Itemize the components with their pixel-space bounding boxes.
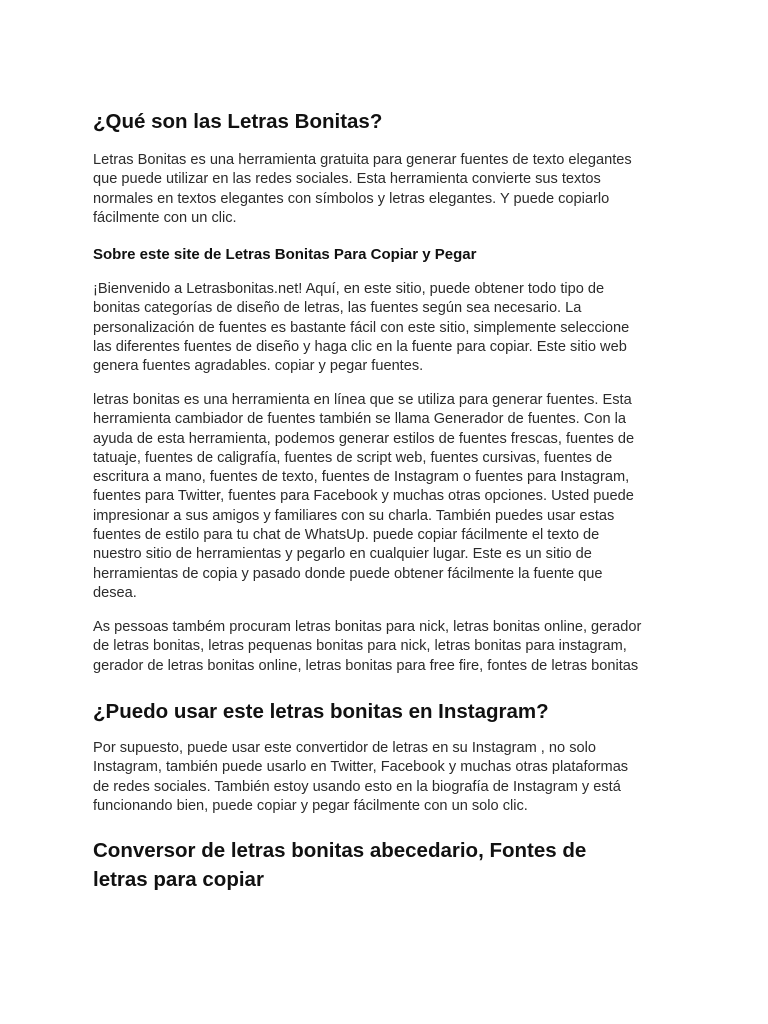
paragraph-related-searches [93,618,683,676]
paragraph-line: las diferentes fuentes de diseño y haga clic en la fuente para copiar. Este sitio web [93,338,627,355]
paragraph-line: herramientas de copia y pasado donde puede obtener fácilmente la fuente que [93,565,603,582]
paragraph-line: ayuda de esta herramienta, podemos generar estilos de fuentes frescas, fuentes de [93,430,635,447]
paragraph-line: de redes sociales. También estoy usando esto en la biografía de Instagram y está [93,778,621,795]
heading-use-on-instagram: ¿Puedo usar este letras bonitas en Instagram? [93,700,549,723]
paragraph-line: escritura a mano, fuentes de texto, fuentes de Instagram o fuentes para Instagram, [93,469,630,486]
paragraph-tool-description [93,391,683,603]
paragraph-line: Letras Bonitas es una herramienta gratuita para generar fuentes de texto elegantes [93,152,632,168]
heading-what-are-letras-bonitas: ¿Qué son las Letras Bonitas? [93,110,383,133]
paragraph-line: personalización de fuentes es bastante fácil con este sitio, simplemente seleccione [93,319,630,336]
paragraph-line: de letras bonitas, letras pequenas bonitas para nick, letras bonitas para instagram, [93,638,627,655]
paragraph-line: Por supuesto, puede usar este convertidor de letras en su Instagram , no solo [93,740,596,756]
paragraph-line: bonitas categorías de diseño de letras, las fuentes según sea necesario. La [93,300,582,317]
paragraph-line: gerador de letras bonitas online, letras bonitas para free fire, fontes de letras bonitas [93,657,639,674]
paragraph-line: Instagram, también puede usarlo en Twitter, Facebook y muchas otras plataformas [93,759,629,776]
paragraph-line: As pessoas também procuram letras bonitas para nick, letras bonitas online, gerador [93,619,642,635]
heading-line: letras para copiar [93,868,264,891]
heading-about-site: Sobre este site de Letras Bonitas Para Copiar y Pegar [93,246,477,263]
paragraph-line: desea. [93,584,137,601]
paragraph-line: fácilmente con un clic. [93,209,237,226]
paragraph-instagram-usage [93,739,683,816]
paragraph-line: nuestro sitio de herramientas y pegarlo en cualquier lugar. Este es un sitio de [93,546,592,563]
paragraph-line: funcionando bien, puede copiar y pegar fácilmente con un solo clic. [93,797,528,814]
paragraph-intro [93,151,683,228]
paragraph-line: impresionar a sus amigos y familiares con su charla. También puedes usar estas [93,507,615,524]
heading-converter-alphabet [93,836,653,894]
paragraph-line: tatuaje, fuentes de caligrafía, fuentes de script web, fuentes cursivas, fuentes de [93,449,613,466]
paragraph-line: fuentes de estilo para tu chat de WhatsUp. puede copiar fácilmente el texto de [93,527,600,544]
paragraph-line: genera fuentes agradables. copiar y pegar fuentes. [93,358,424,375]
paragraph-line: normales en textos elegantes con símbolos y letras elegantes. Y puede copiarlo [93,190,610,207]
paragraph-line: herramienta cambiador de fuentes también se llama Generador de fuentes. Con la [93,411,626,428]
paragraph-line: ¡Bienvenido a Letrasbonitas.net! Aquí, en este sitio, puede obtener todo tipo de [93,281,605,297]
heading-line: Conversor de letras bonitas abecedario, Fontes de [93,839,587,862]
paragraph-welcome [93,280,683,376]
paragraph-line: fuentes para Twitter, fuentes para Facebook y muchas otras opciones. Usted puede [93,488,634,505]
paragraph-line: que puede utilizar en las redes sociales. Esta herramienta convierte sus textos [93,171,601,188]
paragraph-line: letras bonitas es una herramienta en línea que se utiliza para generar fuentes. Esta [93,392,632,408]
